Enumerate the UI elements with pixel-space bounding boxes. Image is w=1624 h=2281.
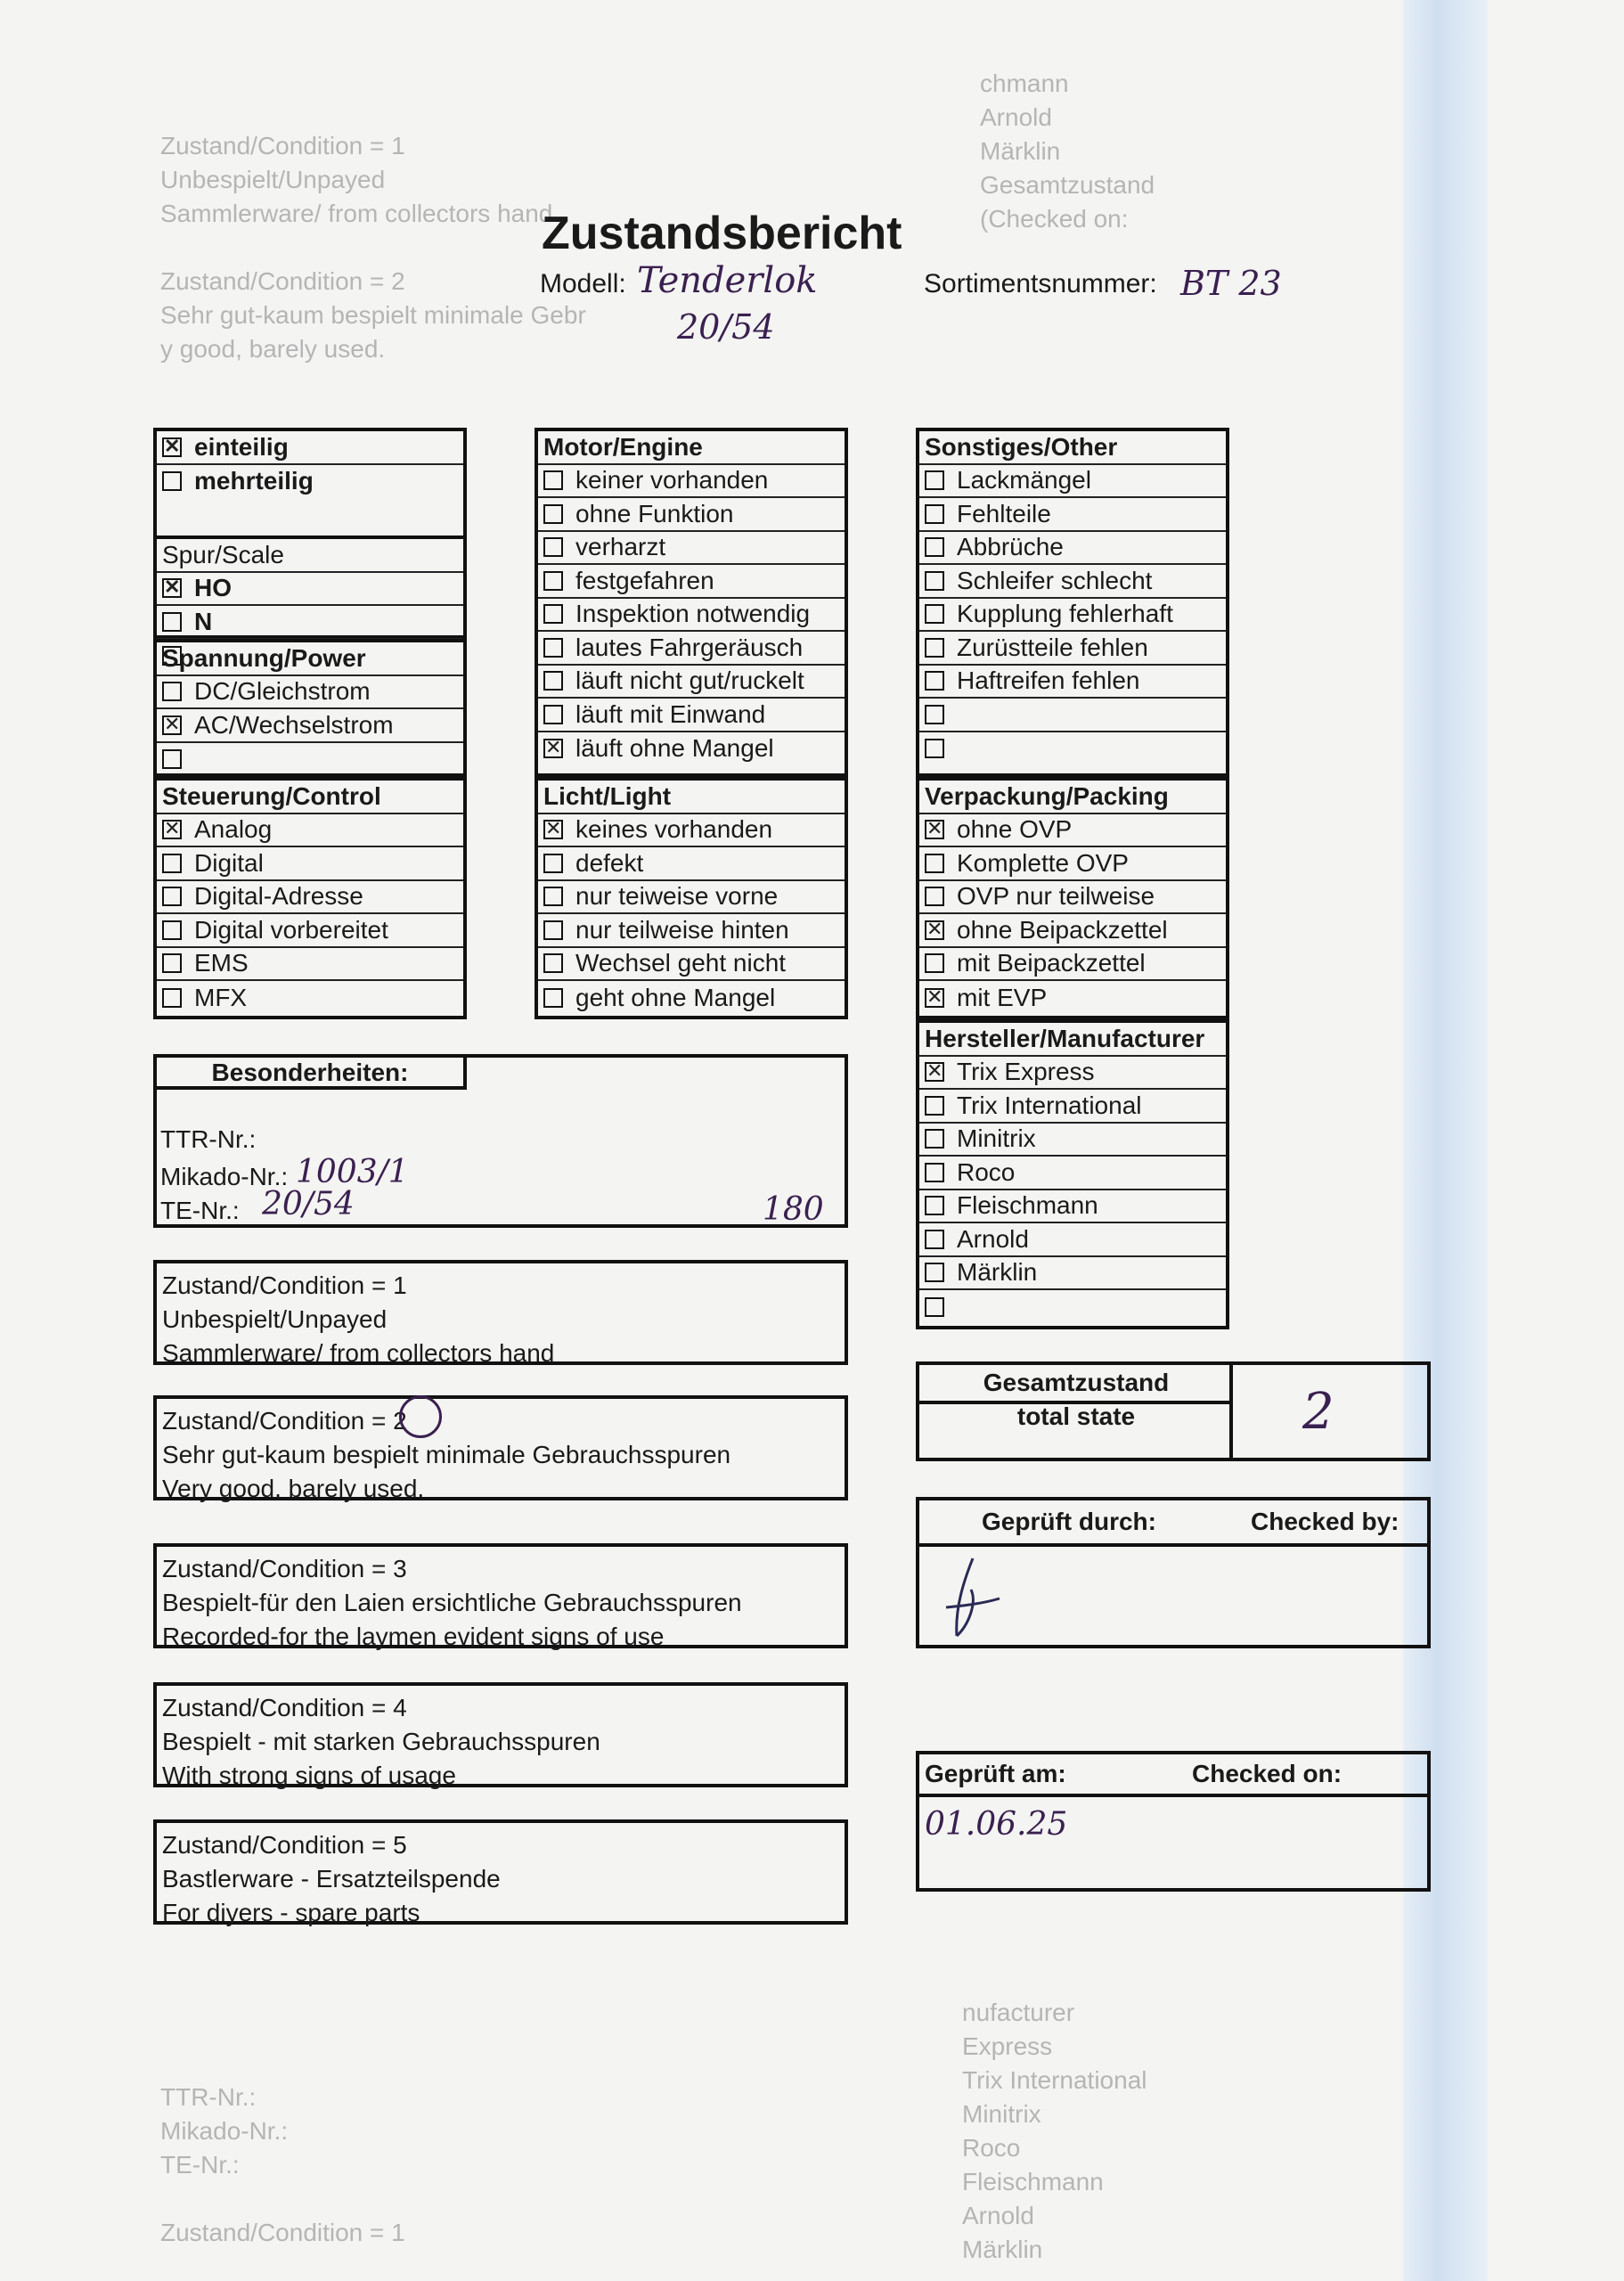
checkbox[interactable] [925, 537, 944, 557]
checklist-row[interactable] [157, 981, 463, 1015]
ghost-text-top-right [980, 67, 1155, 236]
sortiment-label: Sortimentsnummer: [924, 269, 1157, 298]
checklist-row[interactable] [919, 565, 1226, 599]
checkbox[interactable] [925, 1096, 944, 1116]
ghost-text-top-left [160, 129, 586, 366]
ghost-line: Zustand/Condition = 1 [160, 132, 405, 159]
checklist-row[interactable] [538, 632, 845, 666]
checkbox[interactable] [543, 887, 563, 906]
checkbox[interactable] [162, 854, 182, 873]
checklist-label: Trix Express [957, 1058, 1095, 1086]
checkbox[interactable] [162, 887, 182, 906]
te-label: TE-Nr.: [160, 1197, 240, 1224]
ghost-line: Sammlerware/ from collectors hand [160, 200, 553, 227]
condition-line1: Zustand/Condition = 3 [162, 1555, 407, 1582]
checked-checkbox[interactable] [162, 437, 182, 457]
other-box [916, 428, 1229, 777]
checklist-row[interactable] [538, 881, 845, 915]
checklist-label: DC/Gleichstrom [194, 677, 371, 706]
checklist-label: Trix International [957, 1091, 1142, 1119]
checklist-row[interactable] [919, 814, 1226, 848]
checklist-label: Digital [194, 848, 264, 877]
checkbox[interactable] [925, 504, 944, 524]
checklist-label: nur teilweise hinten [575, 915, 789, 944]
ghost-line: Minitrix [962, 2100, 1041, 2128]
condition-line3: Sammlerware/ from collectors hand [162, 1339, 555, 1367]
checked-on-label-en: Checked on: [1192, 1760, 1342, 1787]
ghost-line: Arnold [962, 2202, 1034, 2229]
condition-line2: Bespielt-für den Laien ersichtliche Gebrauchsspuren [162, 1589, 742, 1616]
ghost-line: Sehr gut-kaum bespielt minimale Gebr [160, 301, 586, 329]
checklist-label: Wechsel geht nicht [575, 949, 787, 977]
checklist-row[interactable] [919, 1124, 1226, 1157]
checklist-row[interactable] [538, 498, 845, 532]
checklist-row[interactable] [538, 699, 845, 732]
checklist-label: EMS [194, 949, 249, 977]
checkbox[interactable] [162, 749, 182, 769]
checkbox[interactable] [162, 920, 182, 940]
checklist-label: Digital-Adresse [194, 882, 363, 911]
checklist-row[interactable] [919, 632, 1226, 666]
checkbox[interactable] [162, 953, 182, 973]
checkbox[interactable] [925, 739, 944, 758]
condition-box [153, 1819, 848, 1925]
checkbox[interactable] [925, 470, 944, 490]
checked-checkbox[interactable] [543, 739, 563, 758]
checkbox[interactable] [543, 571, 563, 591]
checklist-row[interactable] [157, 709, 463, 743]
ghost-text-bottom-left [160, 2081, 405, 2250]
checkbox[interactable] [543, 854, 563, 873]
checkbox[interactable] [925, 1263, 944, 1282]
checked-checkbox[interactable] [162, 578, 182, 598]
condition-box [153, 1682, 848, 1787]
manufacturer-box [916, 1019, 1229, 1329]
checkbox[interactable] [925, 953, 944, 973]
ghost-line: Roco [962, 2134, 1021, 2162]
checklist-label: Zurüstteile fehlen [957, 633, 1148, 661]
ghost-line: Arnold [980, 103, 1052, 131]
checkbox[interactable] [543, 920, 563, 940]
ghost-line [160, 231, 586, 265]
total-label-de: Gesamtzustand [983, 1369, 1170, 1396]
ghost-line: (Checked on: [980, 205, 1129, 233]
condition-line1: Zustand/Condition = 1 [162, 1271, 407, 1299]
part-box [153, 428, 467, 539]
checkbox[interactable] [925, 1230, 944, 1249]
checklist-label: AC/Wechselstrom [194, 710, 394, 739]
section-header: Licht/Light [538, 781, 845, 814]
checked-on-label-de: Geprüft am: [925, 1760, 1066, 1787]
checklist-row[interactable] [538, 914, 845, 948]
motor-box [535, 428, 848, 777]
checklist-label: Arnold [957, 1224, 1029, 1253]
circled-condition-mark [399, 1395, 442, 1438]
checklist-label: lautes Fahrgeräusch [575, 633, 804, 661]
checkbox[interactable] [925, 638, 944, 658]
checkbox[interactable] [543, 988, 563, 1008]
checklist-label: keines vorhanden [575, 815, 773, 844]
checklist-row[interactable] [538, 599, 845, 633]
checklist-label: verharzt [575, 533, 666, 561]
total-value: 2 [1302, 1383, 1334, 1441]
section-header: Sonstiges/Other [919, 431, 1226, 465]
checklist-label: Komplette OVP [957, 848, 1129, 877]
ghost-line: Zustand/Condition = 1 [160, 2219, 405, 2246]
checklist-row[interactable] [919, 1290, 1226, 1324]
checklist-label: Minitrix [957, 1124, 1036, 1153]
checkbox[interactable] [925, 1129, 944, 1149]
checklist-row[interactable] [157, 431, 463, 465]
checked-checkbox[interactable] [162, 820, 182, 839]
checklist-row[interactable] [157, 743, 463, 777]
checklist-label: ohne OVP [957, 815, 1073, 844]
checkbox[interactable] [162, 682, 182, 701]
checklist-label: mit EVP [957, 983, 1048, 1011]
checklist-label: mit Beipackzettel [957, 949, 1146, 977]
checkbox[interactable] [925, 1297, 944, 1317]
checkbox[interactable] [543, 604, 563, 624]
condition-line2: Bespielt - mit starken Gebrauchsspuren [162, 1728, 600, 1755]
checklist-label: läuft ohne Mangel [575, 734, 774, 763]
checklist-row[interactable] [919, 847, 1226, 881]
checkbox[interactable] [543, 705, 563, 724]
checklist-row[interactable] [919, 981, 1226, 1015]
checklist-row[interactable] [157, 465, 463, 499]
checked-checkbox[interactable] [162, 715, 182, 735]
section-header: Motor/Engine [538, 431, 845, 465]
section-header: Spannung/Power [157, 642, 463, 676]
checklist-row[interactable] [538, 847, 845, 881]
checklist-row[interactable] [919, 532, 1226, 566]
ghost-line: Gesamtzustand [980, 171, 1155, 199]
checklist-label: Schleifer schlecht [957, 566, 1153, 594]
ghost-line: Trix International [962, 2066, 1147, 2094]
checkbox[interactable] [925, 604, 944, 624]
light-box [535, 777, 848, 1019]
ghost-line: TE-Nr.: [160, 2151, 240, 2179]
te-value: 20/54 [262, 1186, 355, 1222]
condition-line3: Recorded-for the laymen evident signs of use [162, 1623, 665, 1650]
checked-checkbox[interactable] [925, 920, 944, 940]
checklist-row[interactable] [919, 1057, 1226, 1091]
checklist-label: Roco [957, 1157, 1016, 1186]
checklist-row[interactable] [919, 599, 1226, 633]
condition-line3: For diyers - spare parts [162, 1899, 420, 1926]
checklist-row[interactable] [538, 732, 845, 766]
checklist-label: MFX [194, 983, 248, 1011]
checklist-row[interactable] [538, 465, 845, 499]
ghost-line: Zustand/Condition = 2 [160, 267, 405, 295]
checklist-label: Fehlteile [957, 499, 1051, 527]
checklist-label: Abbrüche [957, 533, 1064, 561]
special-box [153, 1054, 848, 1228]
checklist-label: Fleischmann [957, 1191, 1098, 1220]
checklist-label: keiner vorhanden [575, 466, 769, 495]
checkbox[interactable] [925, 854, 944, 873]
checklist-row[interactable] [157, 814, 463, 848]
page-title: Zustandsbericht [542, 208, 902, 259]
checklist-label: nur teiweise vorne [575, 882, 779, 911]
checklist-row[interactable] [538, 981, 845, 1015]
checked-by-label-en: Checked by: [1251, 1508, 1400, 1535]
ghost-line: Express [962, 2032, 1053, 2060]
ghost-line: Fleischmann [962, 2168, 1104, 2195]
spur-box [153, 539, 467, 639]
scan-edge-strip [1403, 0, 1488, 2281]
condition-line1: Zustand/Condition = 5 [162, 1831, 407, 1859]
checked-by-label-de: Geprüft durch: [982, 1508, 1156, 1535]
checked-checkbox[interactable] [925, 820, 944, 839]
total-box [916, 1361, 1431, 1461]
checkbox[interactable] [543, 504, 563, 524]
checklist-label: defekt [575, 848, 644, 877]
checklist-row[interactable] [919, 666, 1226, 699]
ghost-line: Unbespielt/Unpayed [160, 166, 386, 193]
condition-box [153, 1543, 848, 1648]
checked-checkbox[interactable] [543, 820, 563, 839]
checked-by-box [916, 1497, 1431, 1648]
checklist-row[interactable] [157, 573, 463, 607]
checklist-label: Lackmängel [957, 466, 1091, 495]
checklist-label: OVP nur teilweise [957, 882, 1155, 911]
checklist-label: ohne Funktion [575, 499, 734, 527]
ttr-label: TTR-Nr.: [160, 1125, 257, 1153]
ghost-line: nufacturer [962, 1999, 1075, 2026]
control-box [153, 777, 467, 1019]
checklist-row[interactable] [157, 914, 463, 948]
checklist-row[interactable] [538, 814, 845, 848]
checkbox[interactable] [925, 571, 944, 591]
condition-box [153, 1260, 848, 1365]
checkbox[interactable] [925, 1163, 944, 1182]
modell-label: Modell: [540, 269, 626, 298]
checklist-row[interactable] [538, 948, 845, 982]
checkbox[interactable] [925, 887, 944, 906]
checklist-row[interactable] [157, 847, 463, 881]
condition-line3: With strong signs of usage [162, 1762, 456, 1789]
checklist-label: läuft nicht gut/ruckelt [575, 666, 804, 695]
checkbox[interactable] [162, 612, 182, 632]
checklist-row[interactable] [538, 565, 845, 599]
condition-line1: Zustand/Condition = 4 [162, 1694, 407, 1721]
sortiment-value: BT 23 [1180, 264, 1282, 303]
checklist-label: Analog [194, 815, 273, 844]
ghost-text-bottom-right [962, 1996, 1147, 2267]
checklist-row[interactable] [919, 1190, 1226, 1224]
signature-mark [937, 1554, 1008, 1643]
condition-line2: Bastlerware - Ersatzteilspende [162, 1865, 501, 1893]
checkbox[interactable] [543, 953, 563, 973]
total-label-en: total state [1016, 1402, 1136, 1430]
checklist-label: Haftreifen fehlen [957, 666, 1140, 695]
ghost-line: y good, barely used. [160, 335, 386, 363]
checkbox[interactable] [543, 638, 563, 658]
checkbox[interactable] [925, 671, 944, 691]
mikado-value: 1003/1 [296, 1154, 409, 1190]
checklist-row[interactable] [919, 1090, 1226, 1124]
condition-line3: Very good, barely used. [162, 1475, 425, 1502]
checklist-row[interactable] [538, 666, 845, 699]
section-header: Steuerung/Control [157, 781, 463, 814]
ghost-line: TTR-Nr.: [160, 2083, 257, 2111]
condition-box [153, 1395, 848, 1500]
ghost-line: chmann [980, 69, 1069, 97]
checklist-row[interactable] [919, 498, 1226, 532]
checklist-label: HO [194, 574, 232, 602]
checkbox[interactable] [543, 537, 563, 557]
checklist-row[interactable] [157, 676, 463, 710]
power-box [153, 639, 467, 777]
checklist-row[interactable] [538, 532, 845, 566]
checklist-row[interactable] [919, 948, 1226, 982]
section-header: Spur/Scale [157, 539, 463, 573]
checkbox[interactable] [925, 1196, 944, 1215]
checklist-label: mehrteilig [194, 467, 314, 495]
checklist-label: Inspektion notwendig [575, 600, 811, 628]
checkbox[interactable] [925, 705, 944, 724]
mikado-label: Mikado-Nr.: [160, 1163, 289, 1190]
checklist-label: einteilig [194, 432, 289, 461]
checklist-label: läuft mit Einwand [575, 699, 766, 728]
checklist-row[interactable] [919, 1223, 1226, 1257]
ghost-line [160, 2182, 405, 2216]
checked-checkbox[interactable] [925, 988, 944, 1008]
checklist-row[interactable] [919, 1257, 1226, 1291]
checklist-row[interactable] [919, 881, 1226, 915]
modell-value: Tenderlok [637, 260, 818, 301]
checklist-row[interactable] [157, 948, 463, 982]
special-header: Besonderheiten: [153, 1054, 467, 1090]
checklist-label: Kupplung fehlerhaft [957, 600, 1173, 628]
condition-line2: Sehr gut-kaum bespielt minimale Gebrauchsspuren [162, 1441, 731, 1468]
checklist-row[interactable] [919, 699, 1226, 732]
checklist-row[interactable] [919, 914, 1226, 948]
checkbox[interactable] [162, 471, 182, 491]
checked-checkbox[interactable] [925, 1062, 944, 1082]
checklist-row[interactable] [919, 1157, 1226, 1190]
checkbox[interactable] [162, 988, 182, 1008]
ghost-line: Märklin [962, 2236, 1043, 2263]
checklist-label: geht ohne Mangel [575, 983, 776, 1011]
packing-box [916, 777, 1229, 1019]
checked-on-box [916, 1751, 1431, 1892]
modell-sub-value: 20/54 [677, 307, 775, 347]
section-header: Hersteller/Manufacturer [919, 1023, 1226, 1057]
checklist-label: festgefahren [575, 566, 714, 594]
condition-line1: Zustand/Condition = 2 [162, 1407, 407, 1435]
checklist-row[interactable] [919, 465, 1226, 499]
checked-on-value: 01.06.25 [925, 1806, 1068, 1843]
checkbox[interactable] [543, 470, 563, 490]
checklist-row[interactable] [919, 732, 1226, 766]
checklist-row[interactable] [157, 881, 463, 915]
section-header: Verpackung/Packing [919, 781, 1226, 814]
ghost-line: Mikado-Nr.: [160, 2117, 289, 2145]
checkbox[interactable] [543, 671, 563, 691]
checklist-label: Märklin [957, 1258, 1038, 1287]
special-note: 180 [763, 1191, 824, 1228]
checklist-label: Digital vorbereitet [194, 915, 388, 944]
ghost-line: Märklin [980, 137, 1061, 165]
checklist-row[interactable] [157, 606, 463, 640]
checklist-label: N [194, 607, 213, 635]
condition-line2: Unbespielt/Unpayed [162, 1305, 388, 1333]
checklist-label: ohne Beipackzettel [957, 915, 1168, 944]
